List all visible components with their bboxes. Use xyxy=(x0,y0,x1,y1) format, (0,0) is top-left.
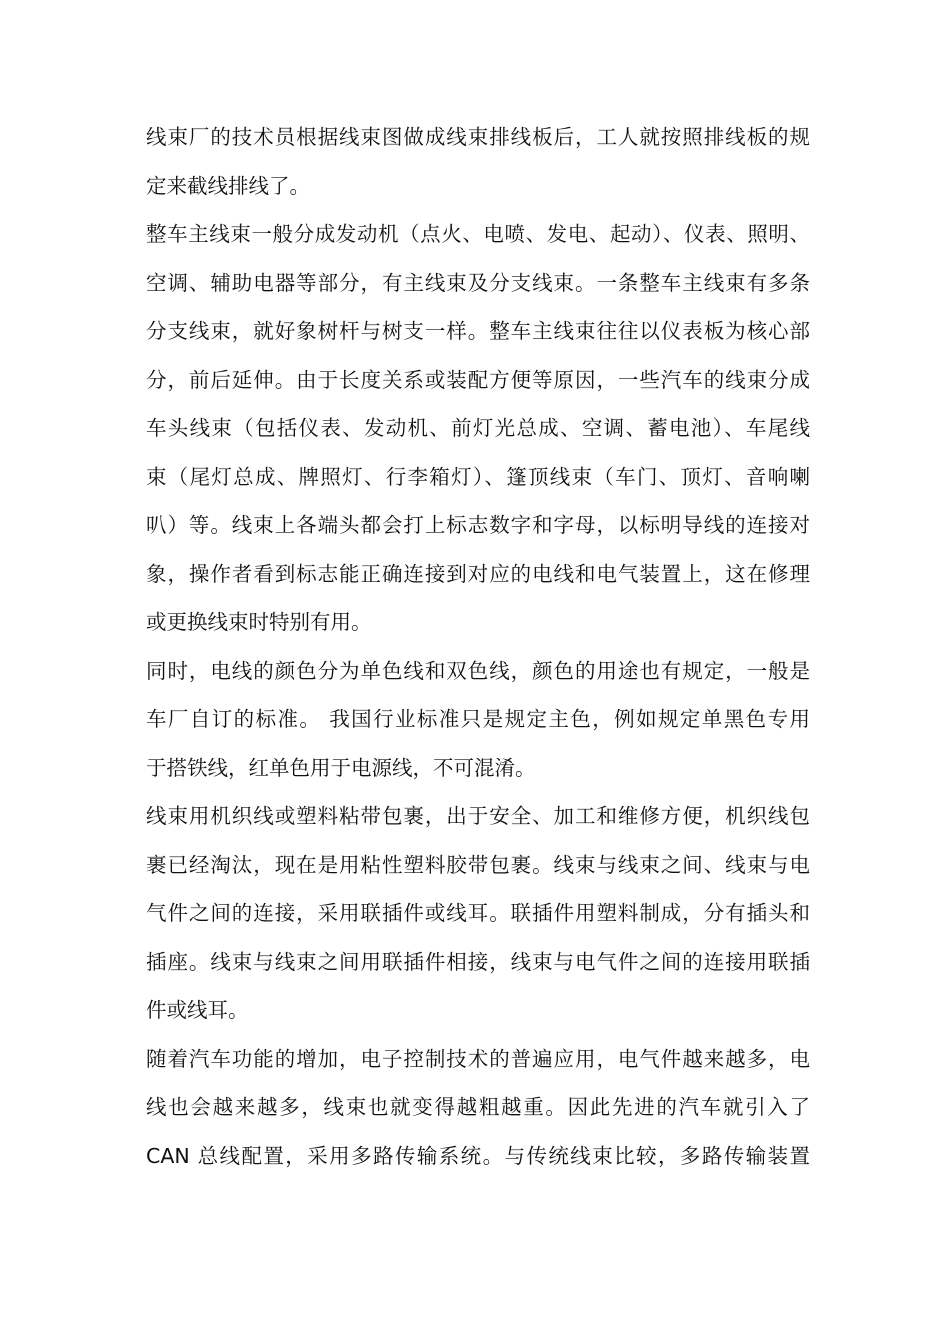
text-line: 气件之间的连接，采用联插件或线耳。联插件用塑料制成，分有插头和 xyxy=(146,901,810,925)
text-line: 象，操作者看到标志能正确连接到对应的电线和电气装置上，这在修理 xyxy=(146,561,810,586)
text-line: 线束厂的技术员根据线束图做成线束排线板后，工人就按照排线板的规 xyxy=(146,125,810,149)
text-line: 分支线束，就好象树杆与树支一样。整车主线束往往以仪表板为核心部 xyxy=(146,319,810,343)
text-line: 空调、辅助电器等部分，有主线束及分支线束。一条整车主线束有多条 xyxy=(146,270,810,295)
text-line: 件或线耳。 xyxy=(146,998,249,1022)
text-line: 同时，电线的颜色分为单色线和双色线，颜色的用途也有规定，一般是 xyxy=(146,658,810,683)
text-line: 束（尾灯总成、牌照灯、行李箱灯）、篷顶线束（车门、顶灯、音响喇 xyxy=(146,464,810,489)
text-line: 插座。线束与线束之间用联插件相接，线束与电气件之间的连接用联插 xyxy=(146,949,810,974)
text-line: 裹已经淘汰，现在是用粘性塑料胶带包裹。线束与线束之间、线束与电 xyxy=(146,852,810,877)
paragraph-4 xyxy=(146,792,810,1035)
text-line: 整车主线束一般分成发动机（点火、电喷、发电、起动）、仪表、照明、 xyxy=(146,222,810,246)
text-line: 线也会越来越多，线束也就变得越粗越重。因此先进的汽车就引入了 xyxy=(146,1095,810,1119)
paragraph-5 xyxy=(146,1035,810,1181)
document-body xyxy=(146,113,810,1180)
text-line: 或更换线束时特别有用。 xyxy=(146,610,372,634)
text-line: 分，前后延伸。由于长度关系或装配方便等原因，一些汽车的线束分成 xyxy=(146,367,810,392)
paragraph-2 xyxy=(146,210,810,647)
paragraph-1 xyxy=(146,113,810,210)
text-line: 于搭铁线，红单色用于电源线，不可混淆。 xyxy=(146,755,536,780)
text-line: 车头线束（包括仪表、发动机、前灯光总成、空调、蓄电池）、车尾线 xyxy=(146,416,810,440)
text-line: 车厂自订的标准。 我国行业标准只是规定主色，例如规定单黑色专用 xyxy=(146,707,810,731)
text-line: 定来截线排线了。 xyxy=(146,173,310,198)
text-line: 线束用机织线或塑料粘带包裹，出于安全、加工和维修方便，机织线包 xyxy=(146,804,810,828)
text-line: 叭）等。线束上各端头都会打上标志数字和字母，以标明导线的连接对 xyxy=(146,513,810,537)
text-line: 随着汽车功能的增加，电子控制技术的普遍应用，电气件越来越多，电 xyxy=(146,1046,810,1071)
paragraph-3 xyxy=(146,647,810,793)
text-line: CAN 总线配置，采用多路传输系统。与传统线束比较，多路传输装置 xyxy=(146,1143,810,1168)
